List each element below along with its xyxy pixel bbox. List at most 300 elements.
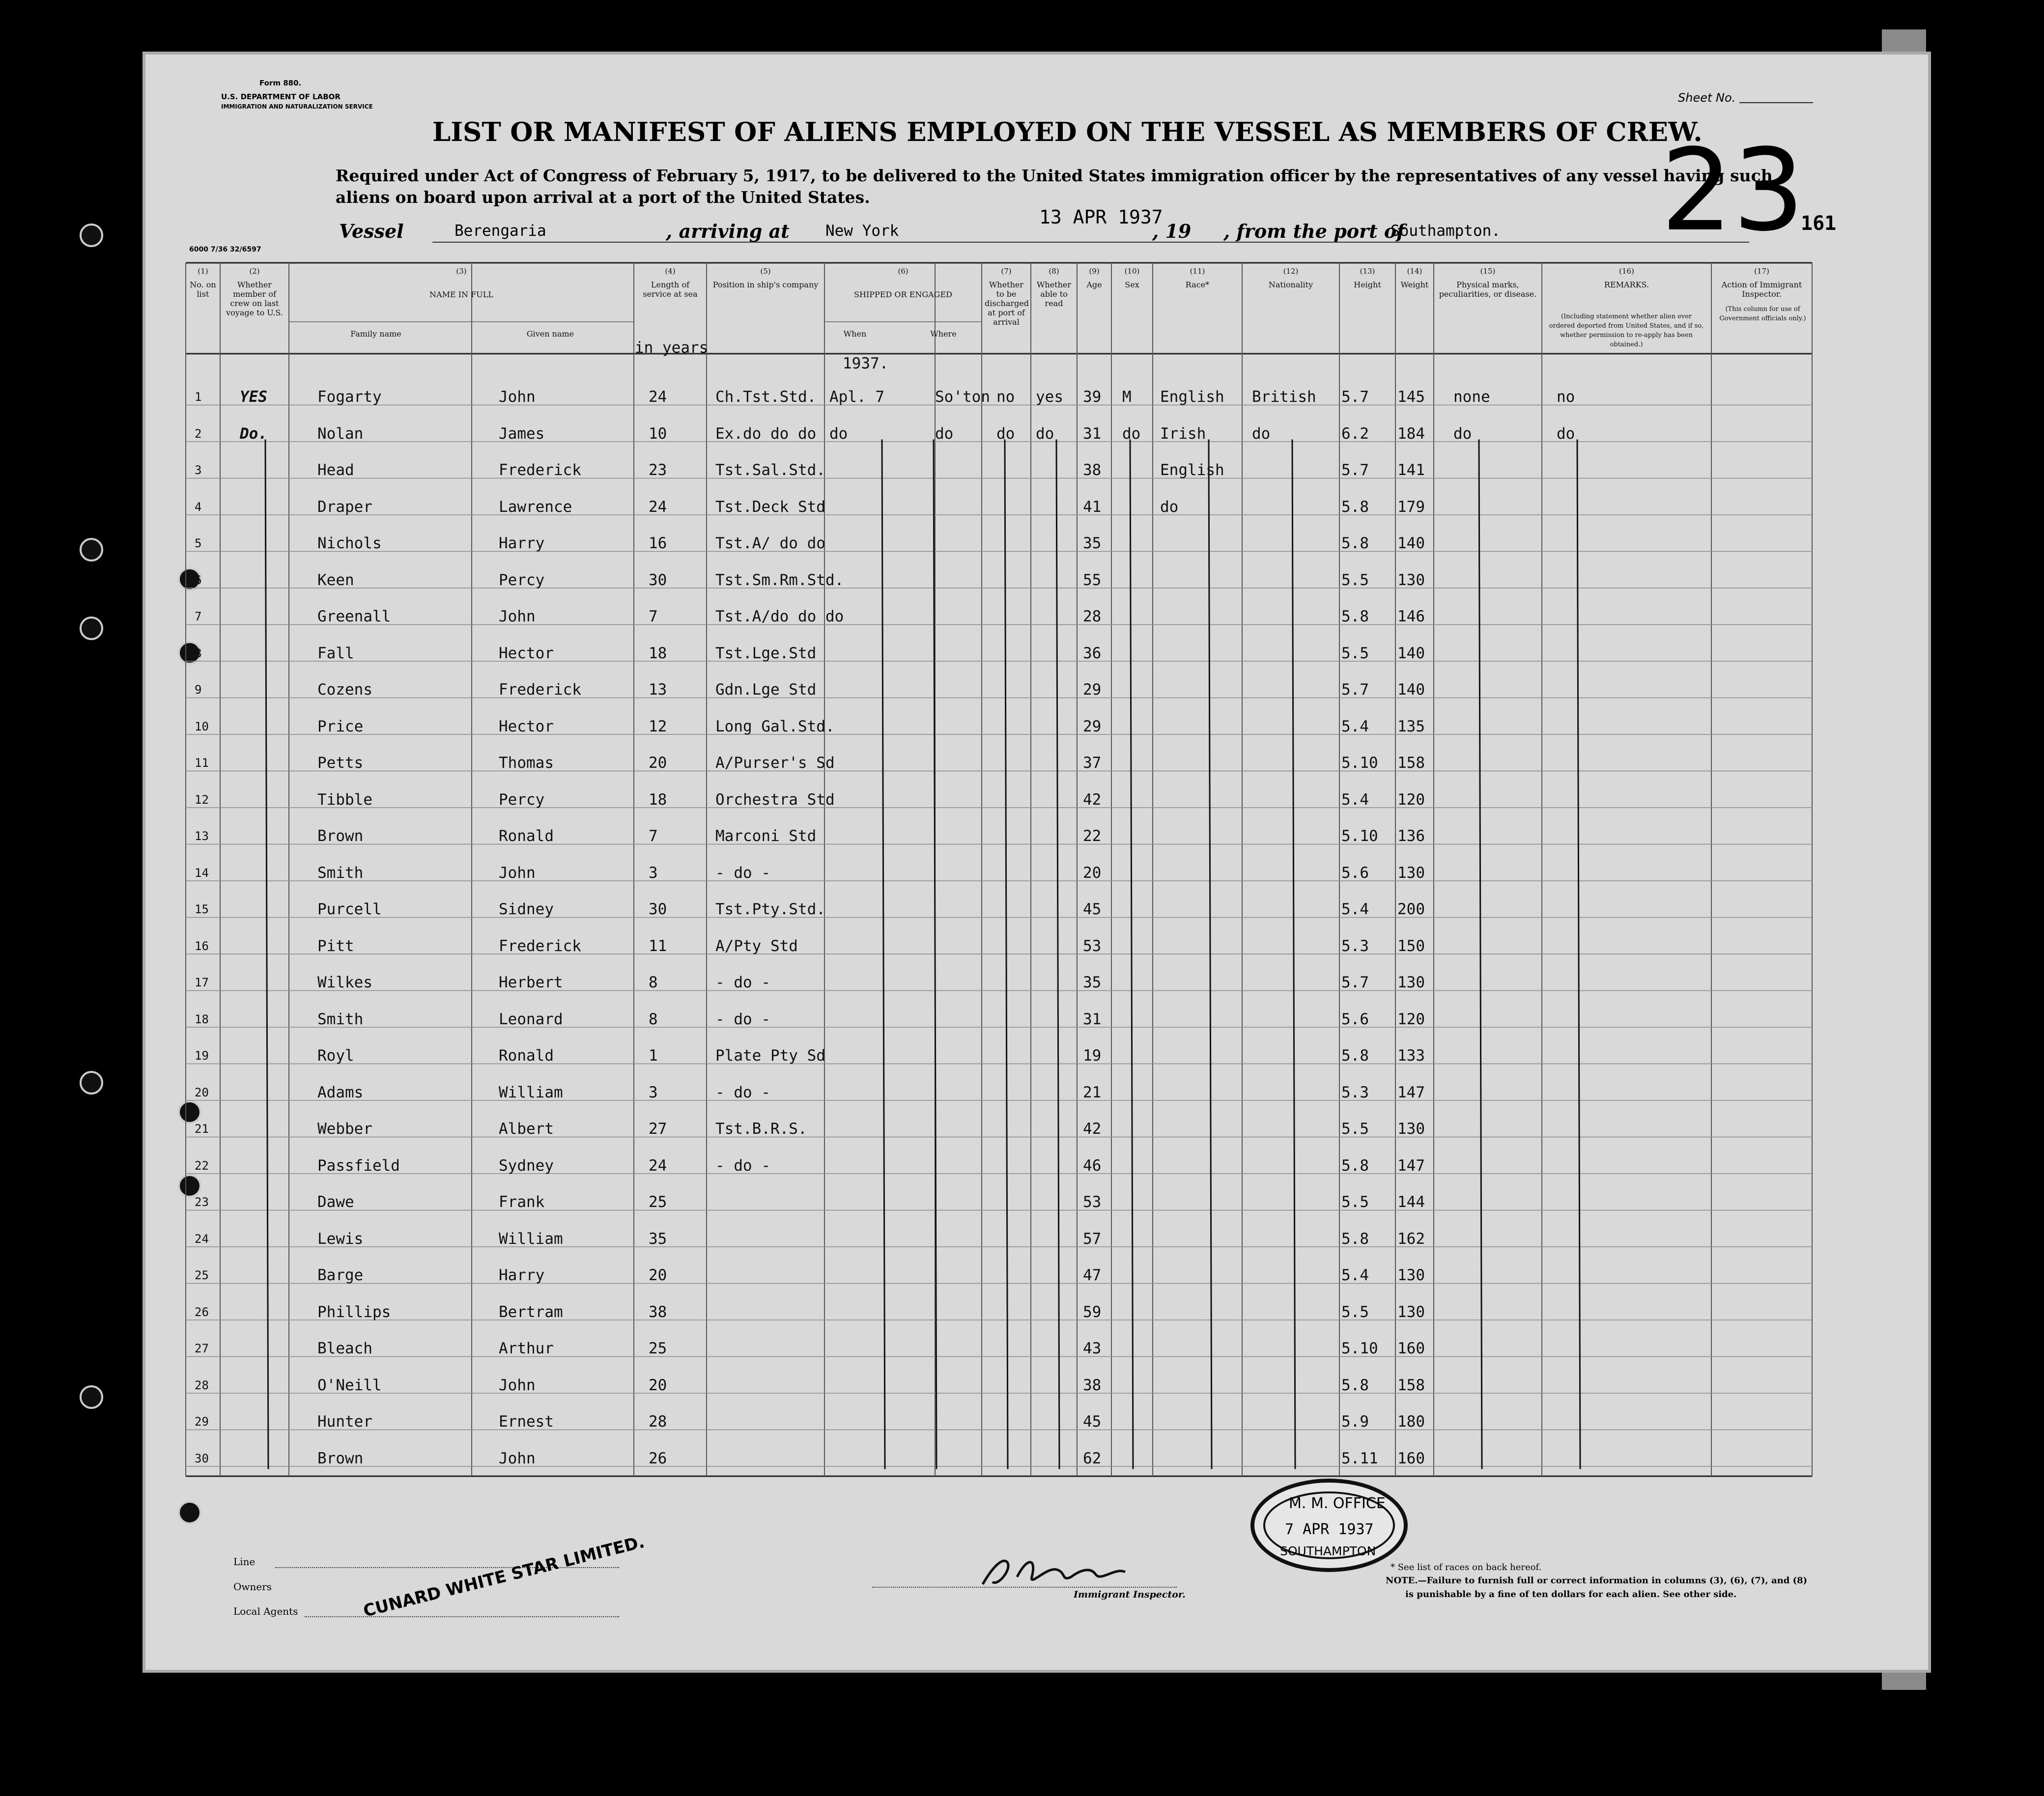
vessel-label: Vessel — [339, 220, 404, 242]
cell-sex: M — [1122, 388, 1132, 406]
cell-no: 4 — [195, 500, 202, 514]
cell-age: 19 — [1083, 1047, 1102, 1065]
arriving-label: , arriving at — [666, 220, 790, 242]
cell-position: A/Pty Std — [715, 937, 798, 955]
cell-weight: 184 — [1397, 424, 1425, 443]
cell-no: 27 — [195, 1342, 209, 1355]
cell-given: Ronald — [499, 1047, 554, 1065]
cell-age: 53 — [1083, 1193, 1102, 1211]
cell-no: 29 — [195, 1415, 209, 1429]
cell-family: Purcell — [317, 900, 382, 918]
arrival-port: New York — [825, 222, 899, 240]
cell-weight: 160 — [1397, 1449, 1425, 1467]
cell-family: Webber — [317, 1120, 372, 1138]
cell-no: 7 — [195, 610, 202, 623]
cell-race: English — [1160, 461, 1224, 479]
cell-weight: 144 — [1397, 1193, 1425, 1211]
cell-age: 57 — [1083, 1230, 1102, 1248]
column-header-label: Height — [1354, 280, 1381, 289]
cell-position: Ex.do do do — [715, 424, 817, 443]
cell-weight: 130 — [1397, 571, 1425, 589]
fine-note-2: is punishable by a fine of ten dollars for each alien. See other side. — [1405, 1589, 1737, 1600]
cell-age: 31 — [1083, 424, 1102, 443]
page-number: 161 — [1801, 212, 1837, 235]
cell-family: Wilkes — [317, 974, 372, 991]
cell-family: Barge — [317, 1266, 364, 1284]
cell-no: 22 — [195, 1158, 209, 1173]
cell-position: Tst.Pty.Std. — [715, 900, 825, 918]
cell-height: 5.7 — [1341, 681, 1369, 699]
cell-family: Phillips — [317, 1303, 391, 1321]
cell-age: 35 — [1083, 974, 1102, 991]
cell-weight: 162 — [1397, 1230, 1425, 1248]
column-header-label: Whether member of crew on last voyage to U.S. — [226, 280, 283, 317]
cell-nationality: do — [1252, 424, 1271, 443]
cell-height: 5.7 — [1341, 461, 1369, 479]
fine-note-1: NOTE.—Failure to furnish full or correct information in columns (3), (6), (7), and (8) — [1386, 1575, 1808, 1586]
cell-age: 35 — [1083, 534, 1102, 552]
cell-family: Tibble — [317, 790, 372, 809]
cell-weight: 136 — [1397, 827, 1425, 845]
cell-weight: 179 — [1397, 498, 1425, 516]
cell-service: 24 — [649, 388, 667, 406]
cell-service: 25 — [649, 1193, 667, 1211]
cell-age: 28 — [1083, 608, 1102, 625]
cell-weight: 158 — [1397, 754, 1425, 772]
cell-service: 1 — [649, 1047, 658, 1065]
cell-no: 14 — [195, 866, 209, 880]
cell-service: 10 — [649, 424, 667, 443]
cell-height: 5.8 — [1341, 1156, 1369, 1175]
year-label: , 19 — [1152, 220, 1192, 242]
cell-service: 11 — [649, 937, 667, 955]
cell-no: 24 — [195, 1232, 209, 1246]
cell-where: So'ton — [935, 388, 990, 406]
cell-age: 45 — [1083, 1413, 1102, 1431]
column-number: (4) — [665, 267, 676, 276]
given-name-subheader: Given name — [526, 329, 574, 338]
cell-position: - do - — [715, 974, 770, 991]
when-subheader: When — [843, 329, 867, 338]
cell-sex: do — [1122, 424, 1141, 443]
cell-age: 38 — [1083, 1376, 1102, 1394]
sheet-number: 23 — [1661, 125, 1805, 256]
cell-when: Apl. 7 — [829, 388, 884, 406]
cell-given: Harry — [499, 1266, 545, 1284]
cell-weight: 130 — [1397, 1303, 1425, 1321]
cell-age: 42 — [1083, 790, 1102, 809]
owners-label: Owners — [233, 1581, 272, 1593]
cell-no: 18 — [195, 1012, 209, 1026]
cell-height: 5.4 — [1341, 1266, 1369, 1284]
mm-office-stamp — [1250, 1479, 1408, 1572]
cell-no: 15 — [195, 902, 209, 916]
cell-position: Long Gal.Std. — [715, 717, 835, 735]
column-number: (3) — [456, 267, 467, 276]
cell-no: 19 — [195, 1049, 209, 1063]
cell-family: Dawe — [317, 1193, 354, 1211]
column-number: (17) — [1754, 267, 1769, 276]
column-header-label: SHIPPED OR ENGAGED — [854, 290, 952, 299]
cell-given: Frederick — [499, 461, 581, 479]
cell-given: James — [499, 424, 545, 443]
cell-age: 53 — [1083, 937, 1102, 955]
column-number: (10) — [1124, 267, 1140, 276]
print-code: 6000 7/36 32/6597 — [189, 246, 261, 253]
column-header-label: Whether to be discharged at port of arrival — [985, 280, 1029, 327]
cell-position: Marconi Std — [715, 827, 817, 845]
cell-service: 24 — [649, 1156, 667, 1175]
arrival-date-stamp: 13 APR 1937 — [1039, 206, 1163, 228]
column-number: (14) — [1407, 267, 1422, 276]
cell-weight: 140 — [1397, 681, 1425, 699]
cell-height: 5.3 — [1341, 1083, 1369, 1101]
where-subheader: Where — [930, 329, 957, 338]
cell-no: 13 — [195, 829, 209, 843]
cell-no: 21 — [195, 1122, 209, 1136]
cell-age: 22 — [1083, 827, 1102, 845]
cell-given: John — [499, 608, 536, 625]
cell-age: 31 — [1083, 1010, 1102, 1028]
cell-height: 5.6 — [1341, 1010, 1369, 1028]
column-header-label: REMARKS. — [1604, 280, 1649, 289]
cell-position: Tst.Sal.Std. — [715, 461, 825, 479]
cell-race: Irish — [1160, 424, 1206, 443]
vessel-name: Berengaria — [454, 222, 546, 240]
cell-weight: 130 — [1397, 1266, 1425, 1284]
cell-no: 20 — [195, 1085, 209, 1099]
cell-family: Cozens — [317, 681, 372, 699]
cell-marks: none — [1453, 388, 1490, 406]
cell-weight: 120 — [1397, 790, 1425, 809]
cell-given: Sidney — [499, 900, 554, 918]
cell-given: Harry — [499, 534, 545, 552]
cell-age: 38 — [1083, 461, 1102, 479]
cell-service: 30 — [649, 900, 667, 918]
stamp-date: 7 APR 1937 — [1285, 1521, 1374, 1538]
cell-weight: 140 — [1397, 534, 1425, 552]
cell-position: Tst.Lge.Std — [715, 644, 817, 662]
column-header-label: No. on list — [190, 280, 216, 299]
cell-family: Smith — [317, 1010, 364, 1028]
cell-family: Draper — [317, 498, 372, 516]
cell-service: 18 — [649, 644, 667, 662]
column-number: (12) — [1283, 267, 1299, 276]
cell-service: 18 — [649, 790, 667, 809]
departure-port: Southampton. — [1391, 222, 1501, 240]
cell-height: 5.8 — [1341, 1376, 1369, 1394]
cell-weight: 147 — [1397, 1156, 1425, 1175]
cell-position: Tst.Deck Std — [715, 498, 825, 516]
cell-weight: 160 — [1397, 1340, 1425, 1357]
cell-service: 8 — [649, 1010, 658, 1028]
cell-when: do — [829, 424, 848, 443]
cell-given: John — [499, 864, 536, 882]
cell-family: Nichols — [317, 534, 382, 552]
cell-family: Head — [317, 461, 354, 479]
inspector-label: Immigrant Inspector. — [1074, 1589, 1186, 1600]
cell-height: 5.4 — [1341, 717, 1369, 735]
cell-weight: 135 — [1397, 717, 1425, 735]
column-header-label: Sex — [1125, 280, 1139, 289]
manifest-subtitle-2: aliens on board upon arrival at a port of the United States. — [336, 188, 870, 207]
cell-given: Albert — [499, 1120, 554, 1138]
cell-family: Lewis — [317, 1230, 364, 1248]
cell-remarks: do — [1557, 424, 1575, 443]
cell-service: 7 — [649, 608, 658, 625]
cell-service: 12 — [649, 717, 667, 735]
cell-weight: 141 — [1397, 461, 1425, 479]
column-header-label: Race* — [1185, 280, 1210, 289]
column-header-label: Action of Immigrant Inspector. — [1721, 280, 1802, 299]
cell-age: 46 — [1083, 1156, 1102, 1175]
cell-age: 36 — [1083, 644, 1102, 662]
cell-service: 20 — [649, 754, 667, 772]
cell-age: 41 — [1083, 498, 1102, 516]
cell-no: 30 — [195, 1451, 209, 1465]
cell-service: 20 — [649, 1266, 667, 1284]
cell-height: 5.8 — [1341, 608, 1369, 625]
cell-given: Sydney — [499, 1156, 554, 1175]
line-label: Line — [233, 1556, 256, 1568]
cell-service: 13 — [649, 681, 667, 699]
cell-height: 5.8 — [1341, 1230, 1369, 1248]
cell-age: 21 — [1083, 1083, 1102, 1101]
cell-family: Nolan — [317, 424, 364, 443]
cell-service: 24 — [649, 498, 667, 516]
column-number: (1) — [198, 267, 208, 276]
cell-weight: 147 — [1397, 1083, 1425, 1101]
column-number: (7) — [1001, 267, 1012, 276]
stamp-city-text: SOUTHAMPTON — [1280, 1544, 1376, 1558]
cell-height: 5.6 — [1341, 864, 1369, 882]
cell-race: do — [1160, 498, 1179, 516]
cell-weight: 130 — [1397, 974, 1425, 991]
cell-height: 5.7 — [1341, 974, 1369, 991]
cell-age: 62 — [1083, 1449, 1102, 1467]
form-number: Form 880. — [259, 79, 302, 87]
cell-weight: 145 — [1397, 388, 1425, 406]
cell-family: Brown — [317, 827, 364, 845]
cell-age: 42 — [1083, 1120, 1102, 1138]
cell-given: Percy — [499, 790, 545, 809]
year-note: 1937. — [843, 355, 889, 372]
cell-weight: 180 — [1397, 1413, 1425, 1431]
cell-no: 9 — [195, 683, 202, 697]
cell-family: Bleach — [317, 1340, 372, 1357]
cell-service: 30 — [649, 571, 667, 589]
cell-given: Ronald — [499, 827, 554, 845]
column-number: (9) — [1089, 267, 1100, 276]
cell-age: 47 — [1083, 1266, 1102, 1284]
inspector-line — [872, 1587, 1177, 1588]
cell-prev: YES — [240, 388, 267, 406]
cell-age: 39 — [1083, 388, 1102, 406]
cell-service: 35 — [649, 1230, 667, 1248]
cell-service: 26 — [649, 1449, 667, 1467]
company-stamp: CUNARD WHITE STAR LIMITED. — [361, 1532, 647, 1621]
column-header-label: NAME IN FULL — [429, 290, 493, 299]
cell-age: 29 — [1083, 681, 1102, 699]
column-header-label: Whether able to read — [1036, 280, 1072, 308]
cell-height: 5.9 — [1341, 1413, 1369, 1431]
cell-height: 5.5 — [1341, 1193, 1369, 1211]
column-header-label: Position in ship's company — [712, 280, 819, 289]
column-number: (6) — [898, 267, 908, 276]
cell-no: 17 — [195, 976, 209, 989]
column-header-label: Weight — [1400, 280, 1429, 289]
cell-service: 25 — [649, 1340, 667, 1357]
cell-given: Bertram — [499, 1303, 563, 1321]
cell-weight: 133 — [1397, 1047, 1425, 1065]
cell-height: 5.5 — [1341, 644, 1369, 662]
races-note: * See list of races on back hereof. — [1391, 1562, 1542, 1572]
cell-height: 6.2 — [1341, 424, 1369, 443]
cell-given: Frank — [499, 1193, 545, 1211]
cell-given: Herbert — [499, 974, 563, 991]
cell-height: 5.10 — [1341, 754, 1378, 772]
column-number: (15) — [1480, 267, 1496, 276]
cell-where: do — [935, 424, 954, 443]
cell-marks: do — [1453, 424, 1472, 443]
cell-weight: 130 — [1397, 864, 1425, 882]
cell-given: William — [499, 1230, 563, 1248]
local-agents-label: Local Agents — [233, 1605, 298, 1617]
family-name-subheader: Family name — [350, 329, 401, 338]
cell-weight: 146 — [1397, 608, 1425, 625]
cell-family: Greenall — [317, 608, 391, 625]
cell-weight: 150 — [1397, 937, 1425, 955]
cell-age: 55 — [1083, 571, 1102, 589]
cell-given: Frederick — [499, 681, 581, 699]
cell-position: - do - — [715, 1010, 770, 1028]
cell-weight: 140 — [1397, 644, 1425, 662]
cell-service: 8 — [649, 974, 658, 991]
cell-height: 5.8 — [1341, 1047, 1369, 1065]
cell-age: 20 — [1083, 864, 1102, 882]
cell-position: - do - — [715, 864, 770, 882]
remarks-subnote: (Including statement whether alien ever ordered deported from United States, and if so, whether permission to re-apply has been obtained.) — [1549, 313, 1704, 348]
cell-position: A/Purser's Sd — [715, 754, 835, 772]
cell-height: 5.8 — [1341, 498, 1369, 516]
cell-height: 5.10 — [1341, 1340, 1378, 1357]
from-port-label: , from the port of — [1223, 220, 1405, 242]
cell-height: 5.11 — [1341, 1449, 1378, 1467]
cell-weight: 130 — [1397, 1120, 1425, 1138]
cell-height: 5.8 — [1341, 534, 1369, 552]
cell-family: Pitt — [317, 937, 354, 955]
cell-service: 3 — [649, 1083, 658, 1101]
cell-height: 5.4 — [1341, 900, 1369, 918]
cell-age: 29 — [1083, 717, 1102, 735]
cell-family: O'Neill — [317, 1376, 382, 1394]
cell-position: Tst.Sm.Rm.Std. — [715, 571, 844, 589]
cell-given: Hector — [499, 717, 554, 735]
column-number: (2) — [249, 267, 260, 276]
cell-age: 43 — [1083, 1340, 1102, 1357]
cell-height: 5.5 — [1341, 1120, 1369, 1138]
cell-given: John — [499, 388, 536, 406]
cell-height: 5.7 — [1341, 388, 1369, 406]
cell-position: Tst.A/do do do — [715, 608, 844, 625]
cell-position: Plate Pty Sd — [715, 1047, 825, 1065]
cell-service: 3 — [649, 864, 658, 882]
cell-age: 37 — [1083, 754, 1102, 772]
cell-service: 28 — [649, 1413, 667, 1431]
column-number: (5) — [760, 267, 771, 276]
cell-no: 8 — [195, 646, 202, 660]
cell-discharged: no — [996, 388, 1015, 406]
cell-family: Keen — [317, 571, 354, 589]
cell-no: 1 — [195, 390, 202, 404]
cell-given: Percy — [499, 571, 545, 589]
cell-service: 7 — [649, 827, 658, 845]
cell-family: Petts — [317, 754, 364, 772]
column-number: (16) — [1619, 267, 1634, 276]
column-header-label: Length of service at sea — [643, 280, 698, 299]
cell-remarks: no — [1557, 388, 1575, 406]
cell-given: Leonard — [499, 1010, 563, 1028]
agents-line — [305, 1616, 619, 1617]
sheet-label: Sheet No. — [1678, 91, 1736, 105]
cell-given: Hector — [499, 644, 554, 662]
cell-given: Lawrence — [499, 498, 572, 516]
cell-race: English — [1160, 388, 1224, 406]
cell-no: 2 — [195, 426, 202, 441]
cell-no: 6 — [195, 573, 202, 587]
cell-family: Fall — [317, 644, 354, 662]
cell-no: 11 — [195, 756, 209, 770]
cell-family: Fogarty — [317, 388, 382, 406]
cell-position: Tst.A/ do do — [715, 534, 825, 552]
cell-no: 16 — [195, 939, 209, 953]
cell-no: 3 — [195, 463, 202, 477]
cell-weight: 200 — [1397, 900, 1425, 918]
service-name: IMMIGRATION AND NATURALIZATION SERVICE — [221, 103, 373, 110]
cell-position: Gdn.Lge Std — [715, 681, 817, 699]
cell-family: Brown — [317, 1449, 364, 1467]
cell-service: 20 — [649, 1376, 667, 1394]
cell-height: 5.10 — [1341, 827, 1378, 845]
action-subnote: (This column for use of Government officials only.) — [1719, 306, 1806, 322]
cell-no: 10 — [195, 719, 209, 733]
cell-service: 38 — [649, 1303, 667, 1321]
department-name: U.S. DEPARTMENT OF LABOR — [221, 92, 341, 101]
cell-no: 12 — [195, 792, 209, 807]
cell-height: 5.5 — [1341, 1303, 1369, 1321]
cell-family: Adams — [317, 1083, 364, 1101]
cell-age: 45 — [1083, 900, 1102, 918]
cell-no: 5 — [195, 536, 202, 550]
cell-given: John — [499, 1376, 536, 1394]
cell-height: 5.5 — [1341, 571, 1369, 589]
cell-age: 59 — [1083, 1303, 1102, 1321]
cell-position: Ch.Tst.Std. — [715, 388, 817, 406]
cell-given: Arthur — [499, 1340, 554, 1357]
cell-no: 26 — [195, 1305, 209, 1319]
column-header-label: Physical marks, peculiarities, or disease. — [1439, 280, 1537, 299]
cell-family: Hunter — [317, 1413, 372, 1431]
cell-no: 25 — [195, 1268, 209, 1282]
cell-family: Royl — [317, 1047, 354, 1065]
cell-family: Passfield — [317, 1156, 400, 1175]
cell-read: do — [1036, 424, 1054, 443]
manifest-title: LIST OR MANIFEST OF ALIENS EMPLOYED ON THE VESSEL AS MEMBERS OF CREW. — [432, 117, 1703, 147]
cell-service: 16 — [649, 534, 667, 552]
column-number: (11) — [1190, 267, 1205, 276]
column-number: (13) — [1360, 267, 1375, 276]
cell-height: 5.3 — [1341, 937, 1369, 955]
